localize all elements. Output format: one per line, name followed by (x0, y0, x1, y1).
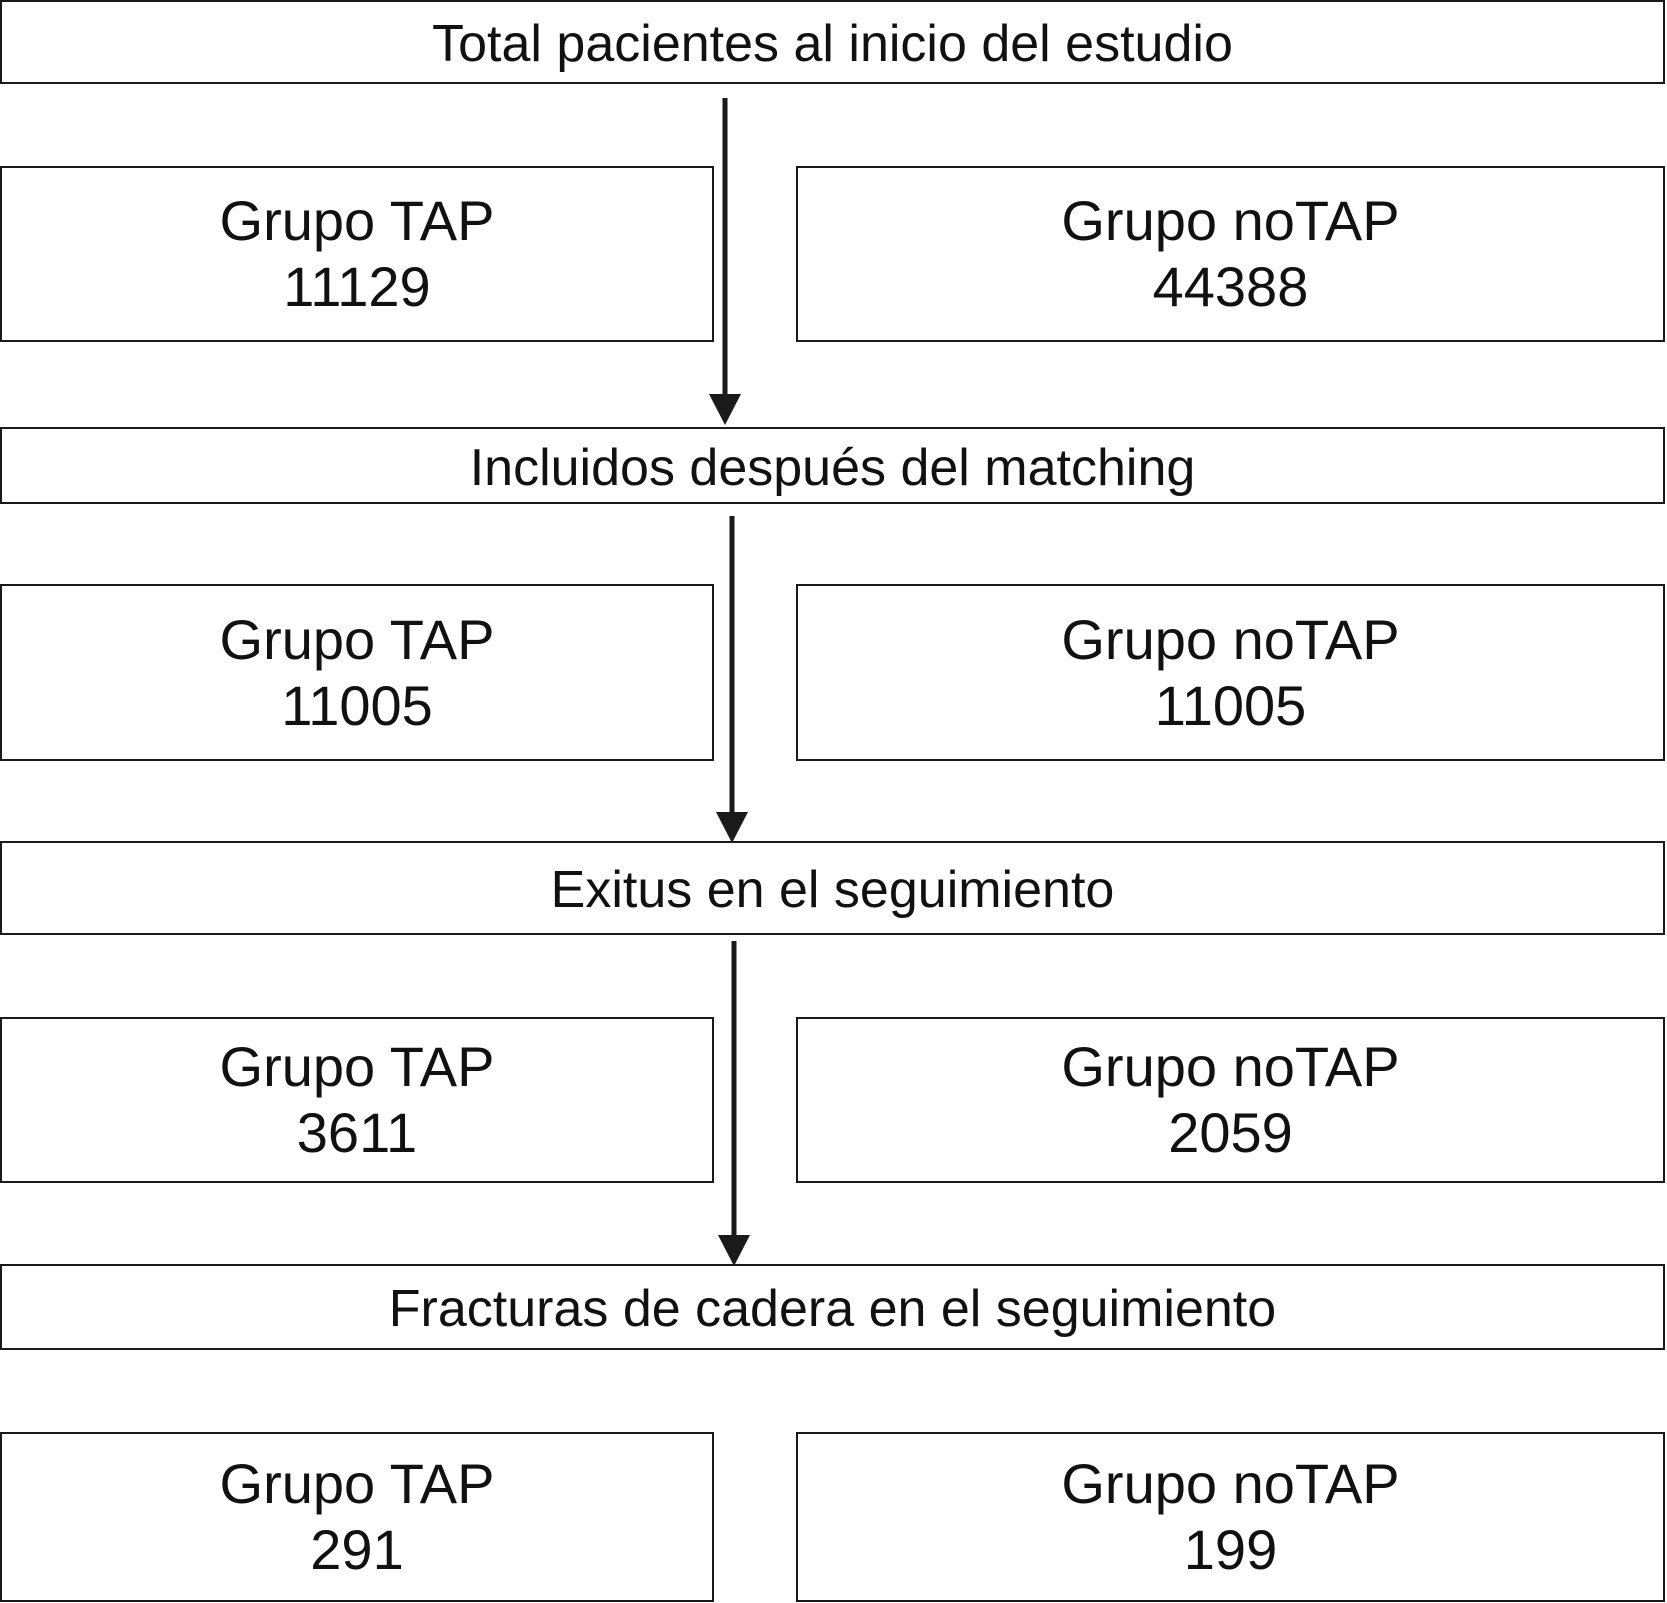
stage-title: Fracturas de cadera en el seguimiento (388, 1280, 1277, 1338)
group-count: 11005 (1154, 673, 1307, 737)
group-count: 291 (310, 1518, 404, 1581)
group-count: 44388 (1152, 255, 1309, 318)
group-count: 11129 (283, 255, 431, 318)
group-label: Grupo noTAP (1061, 607, 1400, 671)
group-label: Grupo TAP (219, 1452, 495, 1515)
group-label: Grupo TAP (219, 189, 495, 252)
group-label: Grupo noTAP (1061, 1035, 1400, 1098)
arrow-1 (709, 98, 741, 425)
group-count: 11005 (281, 673, 433, 737)
group-count: 199 (1183, 1518, 1278, 1581)
arrow-head (718, 1235, 750, 1266)
group-count: 3611 (296, 1101, 418, 1164)
group-label: Grupo TAP (219, 607, 495, 671)
group-count: 2059 (1168, 1101, 1293, 1164)
group-label: Grupo TAP (219, 1035, 495, 1098)
arrow-2 (716, 516, 748, 843)
arrow-3 (718, 941, 750, 1266)
arrow-head (716, 812, 748, 843)
stage-title: Exitus en el seguimiento (550, 861, 1115, 919)
stage-title: Incluidos después del matching (469, 438, 1196, 497)
arrow-head (709, 394, 741, 425)
group-label: Grupo noTAP (1061, 1452, 1400, 1515)
group-label: Grupo noTAP (1061, 189, 1400, 252)
stage-title: Total pacientes al inicio del estudio (432, 15, 1233, 73)
